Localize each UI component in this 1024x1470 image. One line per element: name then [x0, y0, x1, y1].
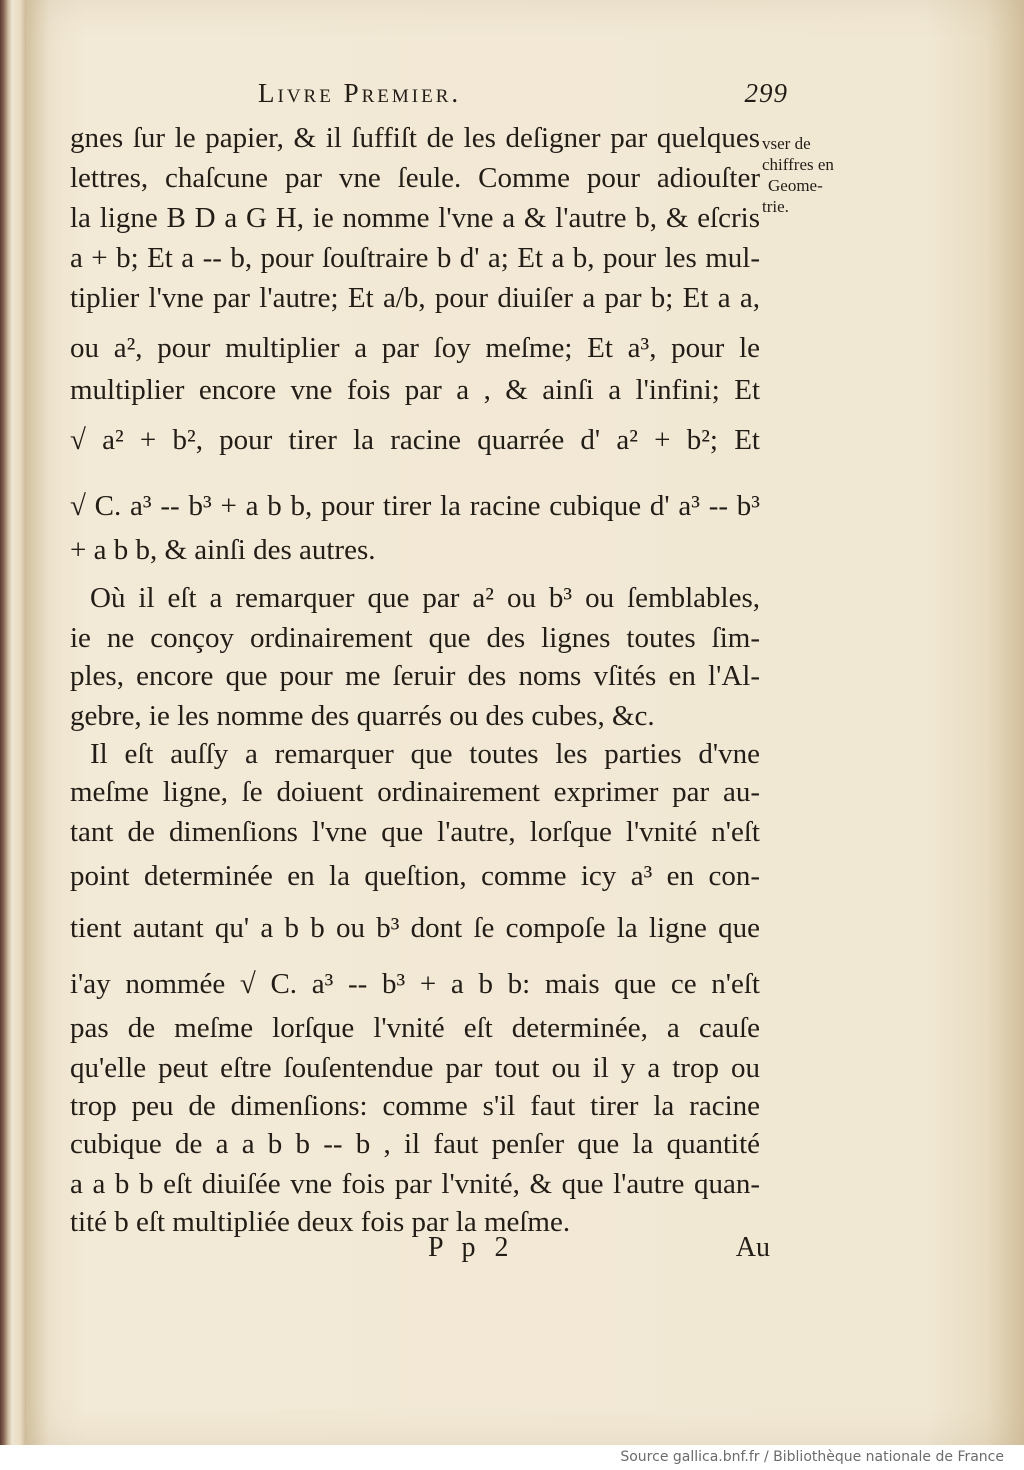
page-number: 299 [744, 78, 788, 108]
text-line: qu'elle peut eſtre ſouſentendue par tout ou il y a trop ou [70, 1052, 760, 1084]
running-title: Livre Premier. [258, 78, 462, 108]
text-line: ples, encore que pour me ſeruir des noms vſités en l'Al- [70, 660, 760, 692]
previous-page-edge [0, 0, 26, 1445]
catchword: Au [735, 1232, 770, 1263]
text-line: tant de dimenſions l'vne que l'autre, lorſque l'vnité n'eſt [70, 816, 760, 848]
text-line: ou a², pour multiplier a par ſoy meſme; Et a³, pour le [70, 332, 760, 364]
text-line: + a b b, & ainſi des autres. [70, 534, 376, 566]
source-credit: Source gallica.bnf.fr / Bibliothèque nationale de France [620, 1449, 1004, 1465]
margin-note-line: chiffres en [762, 155, 834, 174]
text-line: Il eſt auſſy a remarquer que toutes les parties d'vne [90, 738, 760, 770]
margin-note [762, 133, 862, 217]
margin-note-line: trie. [762, 197, 789, 216]
text-line: a a b b eſt diuiſée vne fois par l'vnité, & que l'autre quan- [70, 1168, 760, 1200]
page-header [258, 78, 788, 118]
margin-note-line: vser de [762, 134, 811, 153]
page-footer [70, 1232, 770, 1272]
text-line: cubique de a a b b -- b , il faut penſer que la quantité [70, 1128, 760, 1160]
text-line: tité b eſt multipliée deux fois par la meſme. [70, 1206, 571, 1238]
text-line: ie ne conçoy ordinairement que des lignes toutes ſim- [70, 622, 760, 654]
text-line: meſme ligne, ſe doiuent ordinairement exprimer par au- [70, 776, 760, 808]
text-line: √ a² + b², pour tirer la racine quarrée d' a² + b²; Et [70, 424, 760, 456]
text-line: Où il eſt a remarquer que par a² ou b³ ou ſemblables, [90, 582, 760, 614]
text-line: multiplier encore vne fois par a , & ainſi a l'infini; Et [70, 374, 760, 406]
text-line: tiplier l'vne par l'autre; Et a/b, pour diuiſer a par b; Et a a, [70, 282, 760, 314]
text-line: trop peu de dimenſions: comme s'il faut tirer la racine [70, 1090, 760, 1122]
text-line: lettres, chaſcune par vne ſeule. Comme pour adiouſter [70, 162, 760, 194]
text-line: gnes ſur le papier, & il ſuffiſt de les deſigner par quelques [70, 122, 760, 154]
text-line: √ C. a³ -- b³ + a b b, pour tirer la racine cubique d' a³ -- b³ [70, 490, 760, 522]
margin-note-line: Geome- [768, 176, 823, 195]
text-line: la ligne B D a G H, ie nomme l'vne a & l'autre b, & eſcris [70, 202, 760, 234]
text-line: pas de meſme lorſque l'vnité eſt determinée, a cauſe [70, 1012, 760, 1044]
signature-mark: P p 2 [428, 1232, 515, 1263]
text-line: gebre, ie les nomme des quarrés ou des cubes, &c. [70, 700, 655, 732]
source-credit-bar [0, 1445, 1024, 1470]
text-line: i'ay nommée √ C. a³ -- b³ + a b b: mais que ce n'eſt [70, 968, 760, 1000]
text-line: tient autant qu' a b b ou b³ dont ſe compoſe la ligne que [70, 912, 760, 944]
book-page [26, 0, 1024, 1445]
text-line: point determinée en la queſtion, comme icy a³ en con- [70, 860, 760, 892]
text-line: a + b; Et a -- b, pour ſouſtraire b d' a; Et a b, pour les mul- [70, 242, 760, 274]
